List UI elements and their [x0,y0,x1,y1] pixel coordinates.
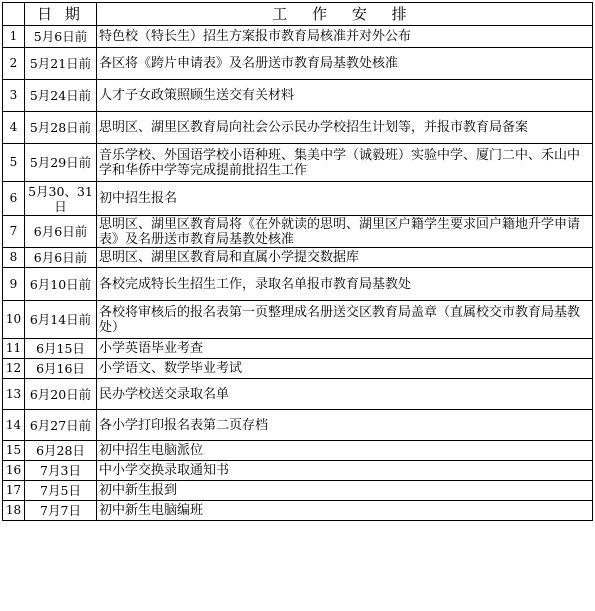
row-task: 各校将审核后的报名表第一页整理成名册送交区教育局盖章（直属校交市教育局基教处） [97,301,593,339]
row-date: 6月14日前 [25,301,97,339]
row-task: 小学英语毕业考查 [97,339,593,359]
table-row [3,339,593,359]
table-row [3,379,593,410]
row-task: 特色校（特长生）招生方案报市教育局核准并对外公布 [97,26,593,48]
row-number: 6 [3,182,25,216]
row-number: 18 [3,501,25,521]
row-task: 思明区、湖里区教育局将《在外就读的思明、湖里区户籍学生要求回户籍地升学申请表》及名册送市教育局基教处核准 [97,216,593,248]
row-date: 7月7日 [25,501,97,521]
table-row [3,268,593,301]
header-task: 工 作 安 排 [97,3,593,26]
header-row [3,3,593,26]
table-row [3,144,593,182]
row-date: 6月10日前 [25,268,97,301]
row-number: 8 [3,248,25,268]
row-task: 各校完成特长生招生工作，录取名单报市教育局基教处 [97,268,593,301]
row-task: 小学语文、数学毕业考试 [97,359,593,379]
row-number: 7 [3,216,25,248]
row-date: 5月29日前 [25,144,97,182]
row-number: 13 [3,379,25,410]
table-row [3,112,593,144]
table-row [3,301,593,339]
row-date: 7月5日 [25,481,97,501]
row-number: 16 [3,461,25,481]
row-date: 7月3日 [25,461,97,481]
row-task: 各小学打印报名表第二页存档 [97,410,593,441]
row-date: 5月6日前 [25,26,97,48]
row-number: 1 [3,26,25,48]
row-date: 6月27日前 [25,410,97,441]
row-task: 民办学校送交录取名单 [97,379,593,410]
row-date: 6月6日前 [25,216,97,248]
row-date: 6月15日 [25,339,97,359]
table-row [3,26,593,48]
table-row [3,501,593,521]
row-number: 15 [3,441,25,461]
row-task: 初中新生电脑编班 [97,501,593,521]
row-number: 17 [3,481,25,501]
row-task: 初中新生报到 [97,481,593,501]
row-task: 音乐学校、外国语学校小语种班、集美中学（诚毅班）实验中学、厦门二中、禾山中学和华侨中学等完成提前批招生工作 [97,144,593,182]
table-row [3,441,593,461]
row-date: 5月28日前 [25,112,97,144]
row-task: 思明区、湖里区教育局和直属小学提交数据库 [97,248,593,268]
row-date: 6月20日前 [25,379,97,410]
row-date: 6月16日 [25,359,97,379]
header-date: 日 期 [25,3,97,26]
row-number: 9 [3,268,25,301]
table-row [3,359,593,379]
header-number [3,3,25,26]
row-date: 6月28日 [25,441,97,461]
row-date: 5月21日前 [25,48,97,80]
table-row [3,48,593,80]
row-date: 5月24日前 [25,80,97,112]
table-row [3,461,593,481]
row-task: 中小学交换录取通知书 [97,461,593,481]
row-task: 初中招生电脑派位 [97,441,593,461]
table-row [3,481,593,501]
row-number: 12 [3,359,25,379]
row-number: 2 [3,48,25,80]
row-date: 5月30、31日 [25,182,97,216]
row-task: 各区将《跨片申请表》及名册送市教育局基教处核准 [97,48,593,80]
schedule-table [2,2,593,521]
row-number: 10 [3,301,25,339]
table-row [3,410,593,441]
row-number: 14 [3,410,25,441]
row-date: 6月6日前 [25,248,97,268]
table-row [3,182,593,216]
row-number: 3 [3,80,25,112]
table-row [3,248,593,268]
row-number: 4 [3,112,25,144]
row-task: 初中招生报名 [97,182,593,216]
table-row [3,80,593,112]
row-number: 11 [3,339,25,359]
table-row [3,216,593,248]
row-task: 人才子女政策照顾生送交有关材料 [97,80,593,112]
row-task: 思明区、湖里区教育局向社会公示民办学校招生计划等，并报市教育局备案 [97,112,593,144]
row-number: 5 [3,144,25,182]
